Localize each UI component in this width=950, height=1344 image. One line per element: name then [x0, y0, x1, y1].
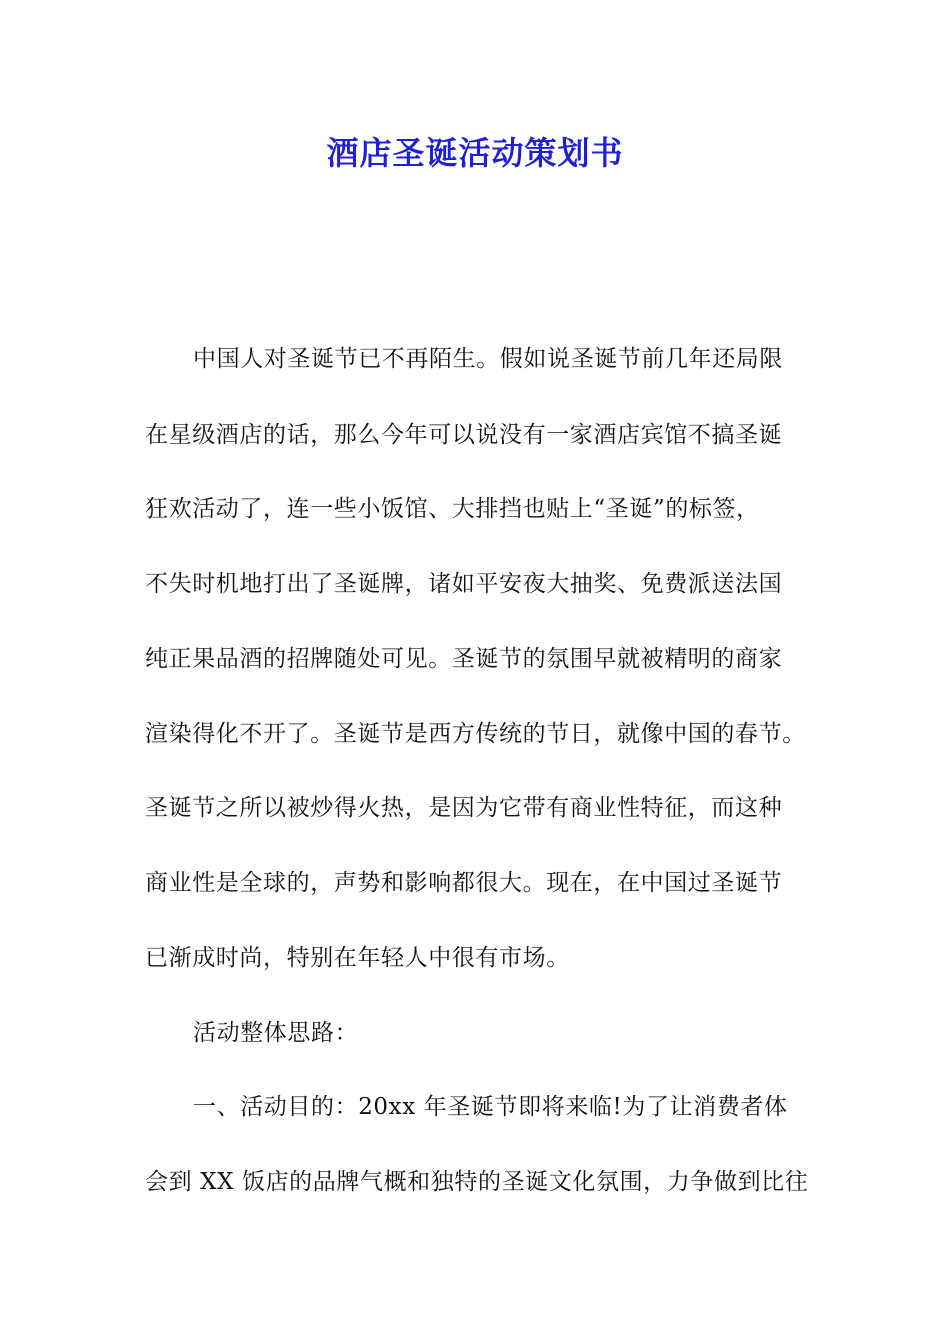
paragraph-2-line-1: 一、活动目的：20xx 年圣诞节即将来临!为了让消费者体: [193, 1094, 788, 1120]
paragraph-1-line-6: 渲染得化不开了。圣诞节是西方传统的节日，就像中国的春节。: [145, 721, 806, 747]
document-title: 酒店圣诞活动策划书: [326, 134, 624, 172]
paragraph-1-line-9: 已渐成时尚，特别在年轻人中很有市场。: [145, 945, 570, 971]
paragraph-1-line-2: 在星级酒店的话，那么今年可以说没有一家酒店宾馆不搞圣诞: [145, 422, 783, 448]
paragraph-2-line-2: 会到 XX 饭店的品牌气概和独特的圣诞文化氛围，力争做到比往: [145, 1169, 809, 1195]
paragraph-1-line-8: 商业性是全球的，声势和影响都很大。现在，在中国过圣诞节: [145, 870, 783, 896]
paragraph-1-line-1: 中国人对圣诞节已不再陌生。假如说圣诞节前几年还局限: [193, 346, 783, 372]
paragraph-1-line-3: 狂欢活动了，连一些小饭馆、大排挡也贴上“圣诞”的标签，: [145, 496, 760, 522]
paragraph-1-line-5: 纯正果品酒的招牌随处可见。圣诞节的氛围早就被精明的商家: [145, 646, 783, 672]
paragraph-1-line-7: 圣诞节之所以被炒得火热，是因为它带有商业性特征，而这种: [145, 795, 783, 821]
section-heading: 活动整体思路：: [193, 1020, 359, 1046]
paragraph-1-line-4: 不失时机地打出了圣诞牌，诸如平安夜大抽奖、免费派送法国: [145, 571, 783, 597]
